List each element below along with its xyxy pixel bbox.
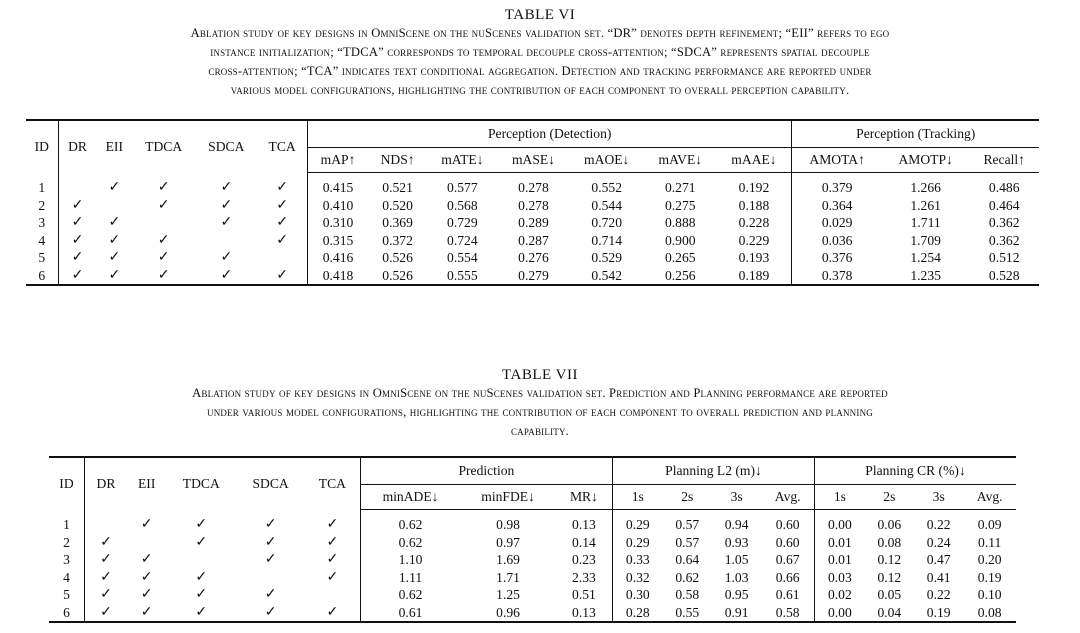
check-mark-cell: ✓ xyxy=(195,569,208,585)
table-row xyxy=(49,551,1016,569)
metric-value-cell: 0.029 xyxy=(792,214,882,232)
col-header-tdca: TDCA xyxy=(145,138,183,154)
row-id: 4 xyxy=(63,569,70,585)
metric-value-cell: 0.00 xyxy=(815,604,865,623)
check-mark-cell: ✓ xyxy=(140,569,153,585)
metric-value-cell: 0.372 xyxy=(382,232,413,248)
metric-value-cell: 0.33 xyxy=(612,551,662,569)
metric-value-cell: 0.544 xyxy=(591,197,622,213)
table-row xyxy=(26,267,1039,286)
col-header-eii: EII xyxy=(105,138,123,154)
col-header-metric: MR↓ xyxy=(556,485,613,510)
col-header-metric: 1s xyxy=(612,485,662,510)
metric-value-cell: 0.62 xyxy=(360,586,460,604)
col-header-metric: mAP↑ xyxy=(307,148,368,173)
metric-value-cell: 0.486 xyxy=(988,180,1020,196)
metric-value-cell: 0.05 xyxy=(877,587,902,603)
check-mark-cell: ✓ xyxy=(276,197,289,213)
metric-value-cell: 0.416 xyxy=(307,249,368,267)
check-mark-cell: ✓ xyxy=(58,267,96,286)
group-header-planning-l2: Planning L2 (m)↓ xyxy=(612,457,814,485)
metric-value-cell: 0.11 xyxy=(978,534,1002,550)
metric-value-cell: 1.261 xyxy=(910,197,941,213)
metric-value-cell: 1.10 xyxy=(360,551,460,569)
metric-value-cell: 0.315 xyxy=(307,232,368,250)
check-mark-cell: ✓ xyxy=(84,534,127,552)
metric-value-cell: 0.01 xyxy=(815,534,865,552)
col-header-tca: TCA xyxy=(268,138,296,154)
table-row xyxy=(49,510,1016,534)
check-mark-cell xyxy=(195,232,257,250)
metric-value-cell: 0.28 xyxy=(612,604,662,623)
check-mark-cell: ✓ xyxy=(132,267,195,286)
metric-value-cell: 1.709 xyxy=(910,232,941,248)
metric-value-cell: 0.04 xyxy=(865,604,914,623)
check-mark-cell: ✓ xyxy=(264,517,277,532)
metric-value-cell: 0.287 xyxy=(518,232,549,248)
metric-value-cell: 0.32 xyxy=(612,569,662,587)
metric-value-cell: 1.03 xyxy=(724,569,749,585)
row-id: 6 xyxy=(26,267,58,286)
table-row xyxy=(26,214,1039,232)
check-mark-cell: ✓ xyxy=(97,267,133,286)
check-mark-cell: ✓ xyxy=(157,250,170,266)
check-mark-cell xyxy=(97,197,133,215)
col-header-metric: NDS↑ xyxy=(368,148,427,173)
check-mark-cell: ✓ xyxy=(195,267,257,286)
metric-value-cell: 0.96 xyxy=(460,604,556,623)
metric-value-cell: 0.57 xyxy=(675,517,700,533)
metric-value-cell: 0.03 xyxy=(815,569,865,587)
metric-value-cell: 0.364 xyxy=(792,197,882,215)
metric-value-cell: 0.23 xyxy=(572,552,596,568)
col-header-metric: 1s xyxy=(815,485,865,510)
check-mark-cell: ✓ xyxy=(157,180,170,195)
row-id: 5 xyxy=(63,587,70,603)
metric-value-cell: 0.542 xyxy=(569,267,644,286)
metric-value-cell: 0.01 xyxy=(815,551,865,569)
metric-value-cell: 0.577 xyxy=(447,180,478,196)
metric-value-cell: 1.71 xyxy=(496,569,520,585)
metric-value-cell: 0.02 xyxy=(815,586,865,604)
metric-value-cell: 0.66 xyxy=(775,569,800,585)
check-mark-cell: ✓ xyxy=(326,569,339,585)
col-header-sdca: SDCA xyxy=(208,138,245,154)
metric-value-cell: 0.378 xyxy=(792,267,882,286)
col-header-eii: EII xyxy=(137,475,156,491)
row-id: 1 xyxy=(63,517,70,532)
metric-value-cell: 0.14 xyxy=(572,534,596,550)
table-row xyxy=(26,197,1039,215)
check-mark-cell: ✓ xyxy=(127,604,166,623)
caption-line: instance initialization; “TDCA” corresponds to temporal decouple cross-attention; “SDCA” represents spatial decouple xyxy=(210,45,870,59)
col-header-metric: mAOE↓ xyxy=(569,148,644,173)
metric-value-cell: 1.69 xyxy=(496,552,520,568)
metric-value-cell: 0.555 xyxy=(427,267,498,286)
metric-value-cell: 0.256 xyxy=(644,267,716,286)
metric-value-cell: 0.278 xyxy=(518,180,549,196)
table-vi-block xyxy=(0,0,1080,283)
metric-value-cell: 0.67 xyxy=(775,552,800,568)
check-mark-cell xyxy=(305,586,360,604)
table-row xyxy=(49,604,1016,623)
row-id: 1 xyxy=(38,180,46,195)
metric-value-cell: 0.13 xyxy=(556,604,613,623)
metric-value-cell: 0.379 xyxy=(792,173,882,197)
check-mark-cell: ✓ xyxy=(276,232,289,248)
metric-value-cell: 0.30 xyxy=(612,586,662,604)
metric-value-cell: 0.229 xyxy=(738,232,770,248)
metric-value-cell: 0.714 xyxy=(591,232,622,248)
check-mark-cell: ✓ xyxy=(140,552,153,568)
metric-value-cell: 0.97 xyxy=(496,534,520,550)
metric-value-cell: 0.62 xyxy=(360,534,460,552)
metric-value-cell: 0.192 xyxy=(738,180,770,196)
metric-value-cell: 0.888 xyxy=(664,215,696,231)
metric-value-cell: 0.08 xyxy=(877,534,902,550)
metric-value-cell: 0.369 xyxy=(382,215,413,231)
col-header-metric: mAAE↓ xyxy=(716,148,792,173)
col-header-metric: Avg. xyxy=(963,485,1016,510)
metric-value-cell: 0.22 xyxy=(926,517,951,533)
check-mark-cell xyxy=(132,214,195,232)
table-vii-caption xyxy=(5,384,1075,441)
metric-value-cell: 0.900 xyxy=(664,232,696,248)
metric-value-cell: 0.279 xyxy=(498,267,570,286)
check-mark-cell: ✓ xyxy=(140,587,153,603)
metric-value-cell: 1.25 xyxy=(496,587,520,603)
check-mark-cell xyxy=(58,173,96,197)
metric-value-cell: 1.11 xyxy=(360,569,460,587)
metric-value-cell: 0.20 xyxy=(977,552,1002,568)
check-mark-cell: ✓ xyxy=(84,586,127,604)
metric-value-cell: 0.95 xyxy=(724,587,749,603)
col-header-tdca: TDCA xyxy=(182,475,220,491)
metric-value-cell: 0.362 xyxy=(988,215,1020,231)
metric-value-cell: 0.529 xyxy=(591,250,622,266)
check-mark-cell: ✓ xyxy=(108,215,121,231)
check-mark-cell: ✓ xyxy=(220,215,233,231)
metric-value-cell: 0.362 xyxy=(988,232,1020,248)
metric-value-cell: 0.51 xyxy=(572,587,596,603)
metric-value-cell: 0.526 xyxy=(368,267,427,286)
check-mark-cell: ✓ xyxy=(195,534,208,550)
metric-value-cell: 1.711 xyxy=(910,215,941,231)
metric-value-cell: 0.08 xyxy=(963,604,1016,623)
col-header-metric: 3s xyxy=(914,485,963,510)
col-header-id: ID xyxy=(34,138,49,154)
metric-value-cell: 0.729 xyxy=(447,215,478,231)
table-row xyxy=(26,232,1039,250)
check-mark-cell: ✓ xyxy=(195,587,208,603)
check-mark-cell: ✓ xyxy=(84,551,127,569)
check-mark-cell: ✓ xyxy=(220,250,233,266)
check-mark-cell: ✓ xyxy=(157,232,170,248)
table-vii-block xyxy=(0,360,1080,620)
check-mark-cell: ✓ xyxy=(58,214,96,232)
metric-value-cell: 0.552 xyxy=(591,180,622,196)
check-mark-cell: ✓ xyxy=(108,250,121,266)
table-vi-caption xyxy=(5,24,1075,100)
check-mark-cell: ✓ xyxy=(140,517,153,532)
metric-value-cell: 0.47 xyxy=(926,552,951,568)
metric-value-cell: 0.57 xyxy=(675,534,700,550)
row-id: 4 xyxy=(38,232,46,248)
metric-value-cell: 0.310 xyxy=(307,214,368,232)
check-mark-cell: ✓ xyxy=(326,552,339,568)
metric-value-cell: 0.415 xyxy=(307,173,368,197)
metric-value-cell: 0.19 xyxy=(914,604,963,623)
metric-value-cell: 0.62 xyxy=(675,569,700,585)
metric-value-cell: 0.62 xyxy=(360,510,460,534)
metric-value-cell: 0.720 xyxy=(591,215,622,231)
col-header-metric: minFDE↓ xyxy=(460,485,556,510)
metric-value-cell: 1.254 xyxy=(910,250,941,266)
metric-value-cell: 0.376 xyxy=(792,249,882,267)
metric-value-cell: 0.271 xyxy=(664,180,696,196)
metric-value-cell: 0.22 xyxy=(926,587,951,603)
metric-value-cell: 0.228 xyxy=(738,215,770,231)
metric-value-cell: 0.12 xyxy=(877,552,902,568)
table-vi-title: TABLE VI xyxy=(504,7,576,23)
check-mark-cell: ✓ xyxy=(264,587,277,603)
metric-value-cell: 1.05 xyxy=(724,552,749,568)
check-mark-cell: ✓ xyxy=(84,604,127,623)
metric-value-cell: 0.036 xyxy=(792,232,882,250)
check-mark-cell: ✓ xyxy=(326,517,339,532)
check-mark-cell: ✓ xyxy=(58,232,96,250)
check-mark-cell: ✓ xyxy=(276,215,289,231)
col-header-metric: AMOTP↓ xyxy=(882,148,970,173)
metric-value-cell: 0.29 xyxy=(612,510,662,534)
metric-value-cell: 0.64 xyxy=(675,552,700,568)
metric-value-cell: 0.24 xyxy=(926,534,951,550)
metric-value-cell: 0.98 xyxy=(496,517,520,533)
metric-value-cell: 0.554 xyxy=(447,250,478,266)
metric-value-cell: 0.61 xyxy=(775,587,800,603)
metric-value-cell: 0.94 xyxy=(724,517,749,533)
metric-value-cell: 1.235 xyxy=(882,267,970,286)
group-header-prediction: Prediction xyxy=(360,457,612,485)
col-header-metric: Avg. xyxy=(761,485,814,510)
group-header-tracking: Perception (Tracking) xyxy=(792,120,1039,148)
check-mark-cell: ✓ xyxy=(108,232,121,248)
check-mark-cell xyxy=(166,551,236,569)
col-header-metric: 2s xyxy=(663,485,712,510)
metric-value-cell: 0.418 xyxy=(307,267,368,286)
metric-value-cell: 2.33 xyxy=(572,569,596,585)
caption-line: under various model configurations, highlighting the contribution of each component to overall prediction and planning xyxy=(207,405,873,419)
caption-line: capability. xyxy=(510,424,570,438)
row-id: 3 xyxy=(38,215,46,231)
col-header-metric: 2s xyxy=(865,485,914,510)
check-mark-cell: ✓ xyxy=(220,197,233,213)
metric-value-cell: 0.278 xyxy=(518,197,549,213)
row-id: 5 xyxy=(38,250,46,266)
metric-value-cell: 0.55 xyxy=(663,604,712,623)
caption-line: Ablation study of key designs in OmniScene on the nuScenes validation set. Prediction and Planning performance are reported xyxy=(192,386,888,400)
metric-value-cell: 0.29 xyxy=(612,534,662,552)
metric-value-cell: 0.58 xyxy=(675,587,700,603)
metric-value-cell: 0.41 xyxy=(926,569,951,585)
caption-line: Ablation study of key designs in OmniScene on the nuScenes validation set. “DR” denotes depth refinement; “EII” refers to ego xyxy=(190,26,890,40)
metric-value-cell: 0.289 xyxy=(518,215,549,231)
col-header-metric: minADE↓ xyxy=(360,485,460,510)
metric-value-cell: 0.60 xyxy=(775,517,800,533)
metric-value-cell: 0.275 xyxy=(664,197,696,213)
metric-value-cell: 0.193 xyxy=(738,250,770,266)
metric-value-cell: 0.00 xyxy=(815,510,865,534)
metric-value-cell: 0.520 xyxy=(382,197,413,213)
table-row xyxy=(49,534,1016,552)
check-mark-cell: ✓ xyxy=(220,180,233,195)
table-vii xyxy=(49,456,1016,623)
check-mark-cell: ✓ xyxy=(157,197,170,213)
metric-value-cell: 0.61 xyxy=(360,604,460,623)
check-mark-cell: ✓ xyxy=(84,569,127,587)
row-id: 2 xyxy=(63,534,70,550)
check-mark-cell: ✓ xyxy=(305,604,360,623)
check-mark-cell: ✓ xyxy=(58,197,96,215)
metric-value-cell: 0.568 xyxy=(447,197,478,213)
col-header-metric: mAVE↓ xyxy=(644,148,716,173)
check-mark-cell: ✓ xyxy=(236,604,305,623)
caption-line: various model configurations, highlighting the contribution of each component to overall perception capability. xyxy=(230,83,850,97)
metric-value-cell: 0.521 xyxy=(382,180,413,196)
table-vi xyxy=(26,119,1039,286)
metric-value-cell: 0.724 xyxy=(447,232,478,248)
metric-value-cell: 0.12 xyxy=(877,569,902,585)
metric-value-cell: 0.13 xyxy=(572,517,596,533)
check-mark-cell: ✓ xyxy=(264,534,277,550)
table-row xyxy=(26,249,1039,267)
check-mark-cell xyxy=(127,534,166,552)
metric-value-cell: 0.189 xyxy=(716,267,792,286)
row-id: 2 xyxy=(38,197,46,213)
check-mark-cell xyxy=(257,249,307,267)
check-mark-cell: ✓ xyxy=(58,249,96,267)
check-mark-cell xyxy=(84,510,127,534)
col-header-id: ID xyxy=(59,475,74,491)
metric-value-cell: 0.10 xyxy=(977,587,1002,603)
table-row xyxy=(26,173,1039,197)
metric-value-cell: 0.464 xyxy=(988,197,1020,213)
group-header-planning-cr: Planning CR (%)↓ xyxy=(815,457,1016,485)
check-mark-cell: ✓ xyxy=(276,180,289,195)
metric-value-cell: 0.19 xyxy=(977,569,1002,585)
col-header-dr: DR xyxy=(58,120,96,173)
col-header-metric: mATE↓ xyxy=(427,148,498,173)
col-header-metric: Recall↑ xyxy=(969,148,1039,173)
metric-value-cell: 0.512 xyxy=(988,250,1020,266)
col-header-dr: DR xyxy=(84,457,127,510)
metric-value-cell: 0.265 xyxy=(664,250,696,266)
metric-value-cell: 0.528 xyxy=(969,267,1039,286)
metric-value-cell: 0.60 xyxy=(775,534,800,550)
check-mark-cell: ✓ xyxy=(264,552,277,568)
col-header-metric: mASE↓ xyxy=(498,148,570,173)
caption-line: cross-attention; “TCA” indicates text conditional aggregation. Detection and tracking performance are reported under xyxy=(208,64,872,78)
metric-value-cell: 0.09 xyxy=(977,517,1002,533)
check-mark-cell: ✓ xyxy=(166,604,236,623)
metric-value-cell: 0.526 xyxy=(382,250,413,266)
group-header-detection: Perception (Detection) xyxy=(307,120,792,148)
table-row xyxy=(49,586,1016,604)
row-id: 6 xyxy=(49,604,84,623)
metric-value-cell: 0.93 xyxy=(724,534,749,550)
metric-value-cell: 0.410 xyxy=(307,197,368,215)
check-mark-cell: ✓ xyxy=(257,267,307,286)
col-header-metric: AMOTA↑ xyxy=(792,148,882,173)
metric-value-cell: 0.91 xyxy=(712,604,761,623)
check-mark-cell: ✓ xyxy=(326,534,339,550)
table-vii-title: TABLE VII xyxy=(502,367,578,383)
metric-value-cell: 0.58 xyxy=(761,604,814,623)
metric-value-cell: 0.276 xyxy=(518,250,549,266)
metric-value-cell: 0.06 xyxy=(877,517,902,533)
col-header-metric: 3s xyxy=(712,485,761,510)
col-header-tca: TCA xyxy=(318,475,346,491)
check-mark-cell: ✓ xyxy=(195,517,208,532)
table-row xyxy=(49,569,1016,587)
check-mark-cell: ✓ xyxy=(108,180,121,195)
metric-value-cell: 0.188 xyxy=(738,197,770,213)
col-header-sdca: SDCA xyxy=(252,475,289,491)
metric-value-cell: 1.266 xyxy=(910,180,941,196)
check-mark-cell xyxy=(236,569,305,587)
row-id: 3 xyxy=(63,552,70,568)
